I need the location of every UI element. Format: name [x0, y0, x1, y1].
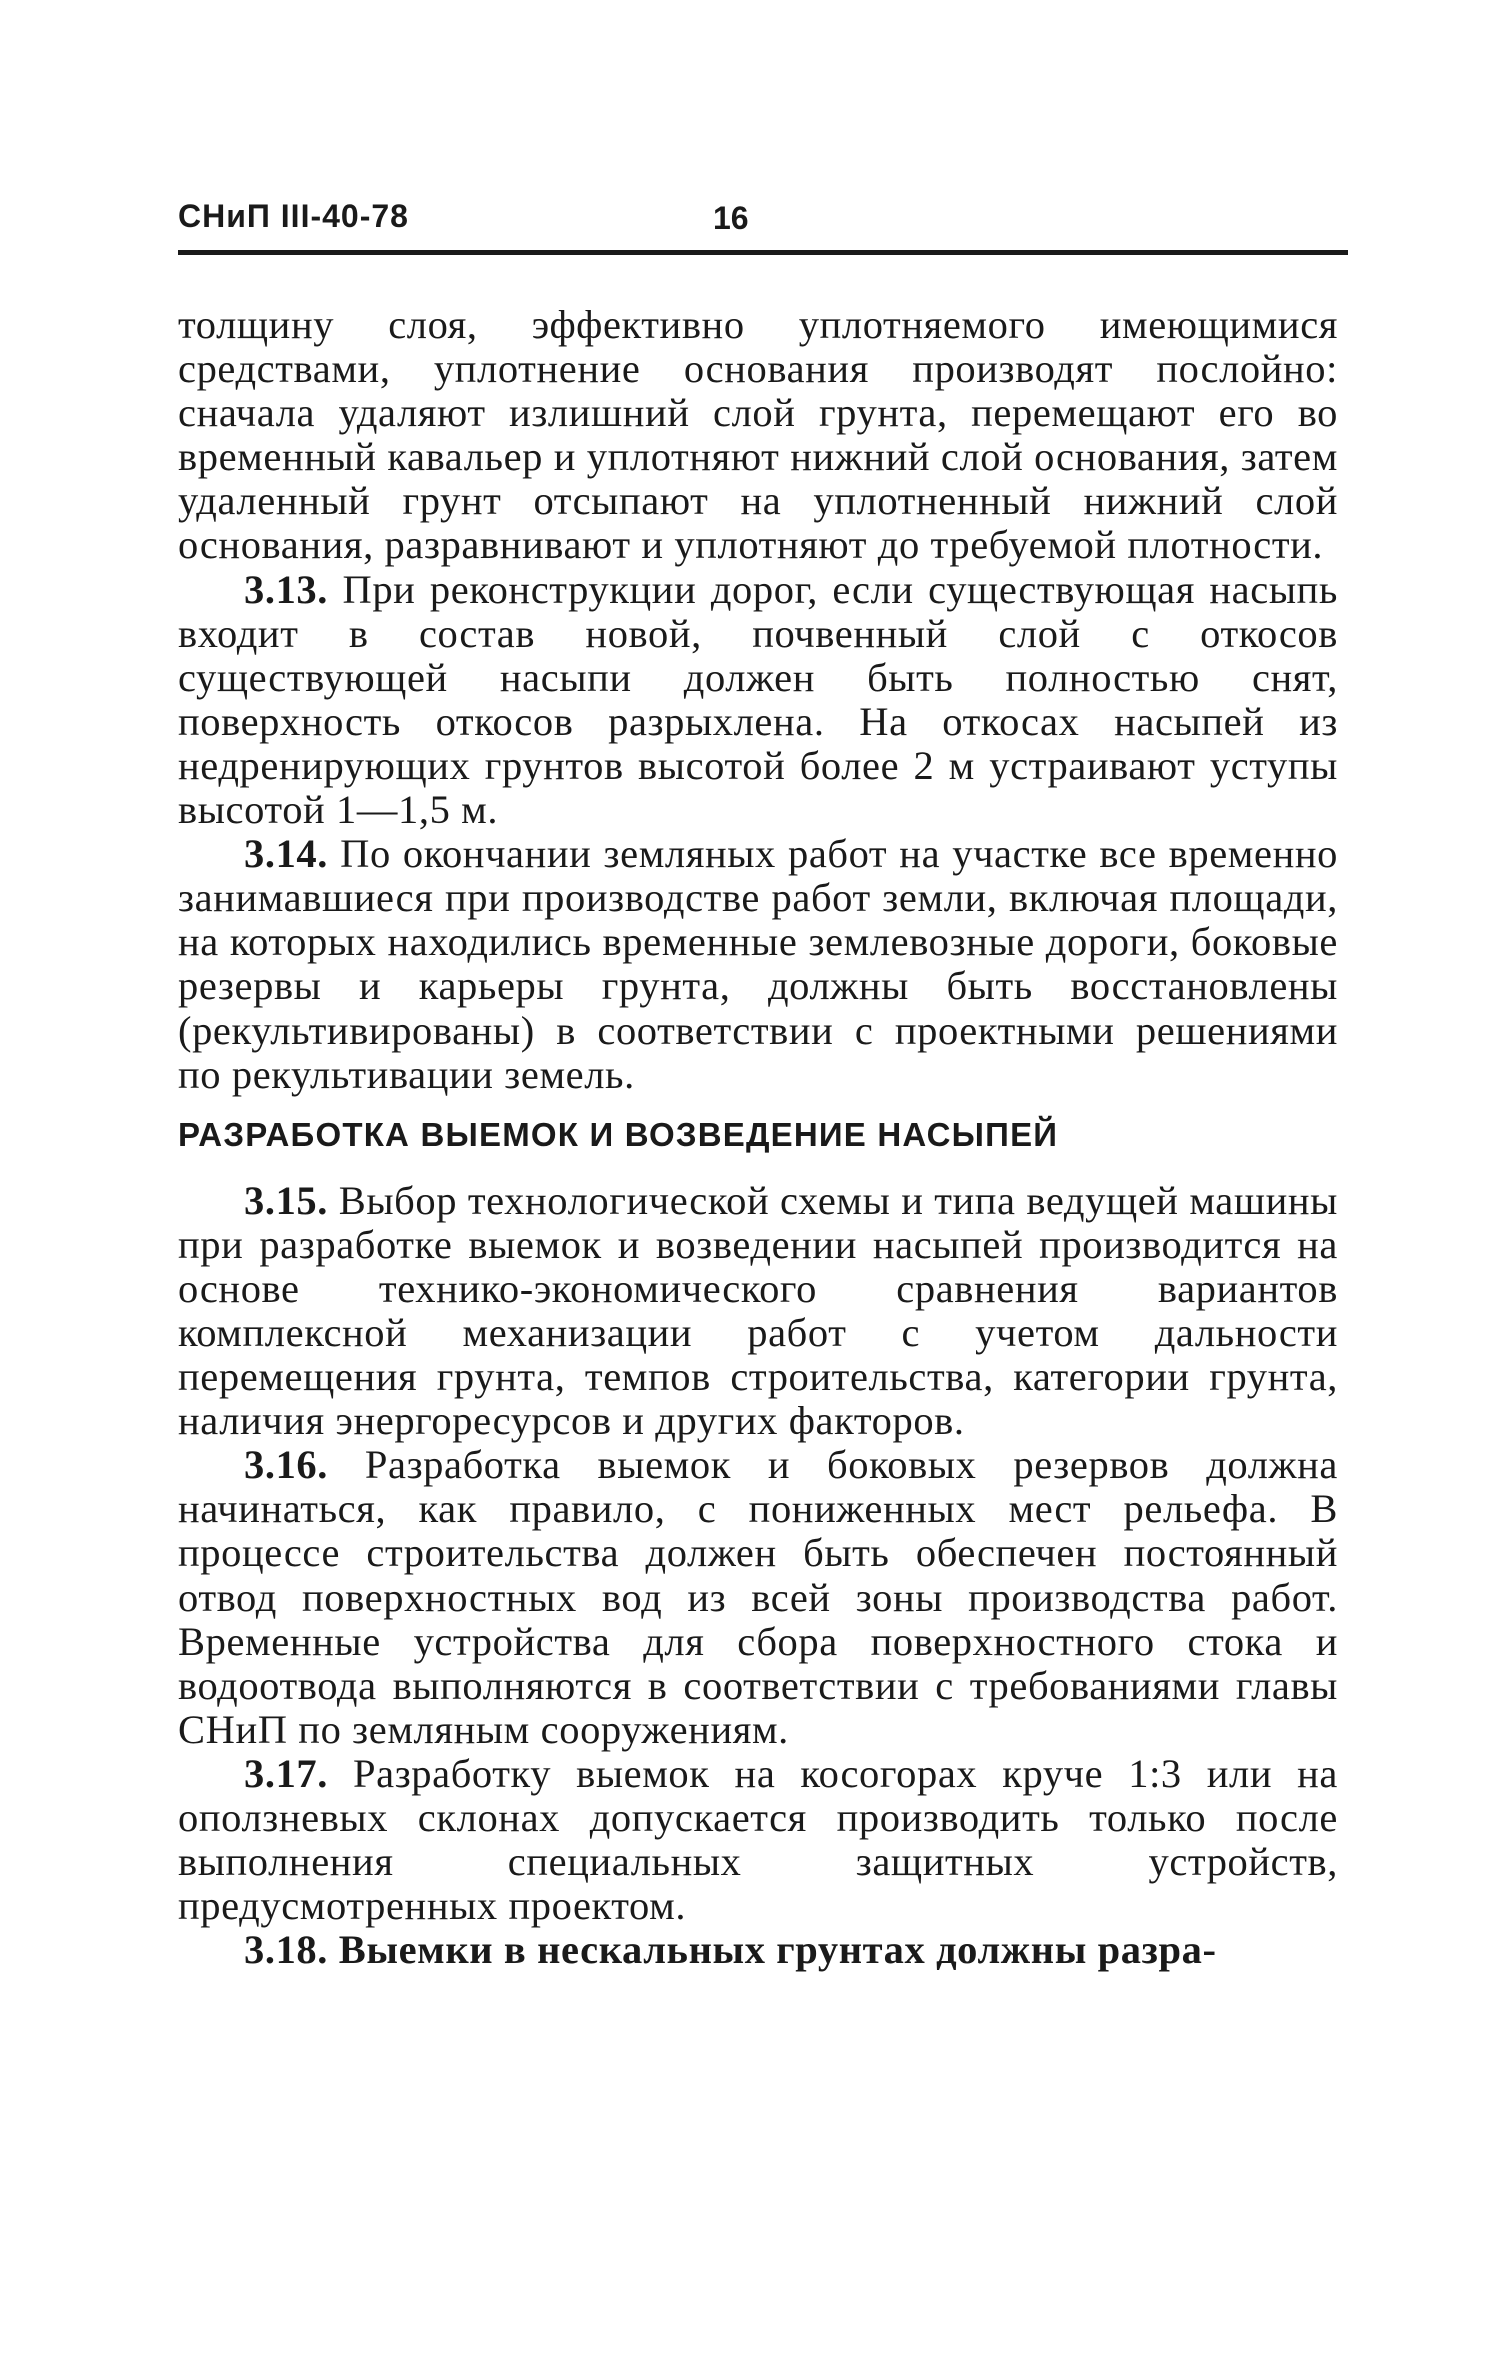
paragraph-3-13	[178, 568, 1338, 833]
paragraph-text: Выбор технологической схемы и типа ведущей машины при разработке выемок и возведении насыпей производится на основе технико-экономического сравнения вариантов комплексной механизации работ с учетом дальности перемещения грунта, темпов строительства, категории грунта, наличия энергоресурсов и других факторов.	[178, 1177, 1338, 1444]
document-body	[178, 303, 1338, 1972]
paragraph-3-15	[178, 1179, 1338, 1444]
paragraph-continuation	[178, 303, 1338, 568]
document-code: СНиП III-40-78	[178, 198, 409, 234]
clause-number: 3.15.	[244, 1177, 328, 1223]
paragraph-text: При реконструкции дорог, если существующая насыпь входит в состав новой, почвенный слой с откосов существующей насыпи должен быть полностью снят, поверхность откосов разрыхлена. На откосах насыпей из недренирующих грунтов высотой более 2 м устраивают уступы высотой 1—1,5 м.	[178, 566, 1338, 833]
paragraph-3-14	[178, 832, 1338, 1097]
paragraph-text: По окончании земляных работ на участке все временно занимавшиеся при производстве работ земли, включая площади, на которых находились временные землевозные дороги, боковые резервы и карьеры грунта, должны быть восстановлены (рекультивированы) в соответствии с проектными решениями по рекультивации земель.	[178, 831, 1338, 1097]
paragraph-text: Разработку выемок на косогорах круче 1:3 или на оползневых склонах допускается производить только после выполнения специальных защитных устройств, предусмотренных проектом.	[178, 1750, 1338, 1929]
running-header	[178, 190, 1338, 250]
paragraph-3-17	[178, 1752, 1338, 1928]
document-page	[178, 190, 1338, 1972]
clause-number: 3.18.	[244, 1927, 328, 1973]
clause-number: 3.16.	[244, 1442, 328, 1488]
paragraph-3-16	[178, 1443, 1338, 1752]
section-heading: РАЗРАБОТКА ВЫЕМОК И ВОЗВЕДЕНИЕ НАСЫПЕЙ	[178, 1115, 1059, 1153]
paragraph-text: Разработка выемок и боковых резервов должна начинаться, как правило, с пониженных мест рельефа. В процессе строительства должен быть обеспечен постоянный отвод поверхностных вод из всей зоны производства работ. Временные устройства для сбора поверхностного стока и водоотвода выполняются в соответствии с требованиями главы СНиП по земляным сооружениям.	[178, 1442, 1338, 1752]
paragraph-3-18	[178, 1928, 1338, 1972]
page-number: 16	[713, 200, 749, 236]
clause-number: 3.17.	[244, 1750, 328, 1796]
header-rule	[178, 250, 1348, 255]
paragraph-text: Выемки в нескальных грунтах должны разра-	[338, 1927, 1217, 1973]
clause-number: 3.14.	[244, 831, 328, 877]
paragraph-text: толщину слоя, эффективно уплотняемого имеющимися средствами, уплотнение основания производят послойно: сначала удаляют излишний слой грунта, перемещают его во временный кавальер и уплотняют нижний слой основания, затем удаленный грунт отсыпают на уплотненный нижний слой основания, разравнивают и уплотняют до требуемой плотности.	[178, 302, 1338, 568]
clause-number: 3.13.	[244, 566, 328, 612]
